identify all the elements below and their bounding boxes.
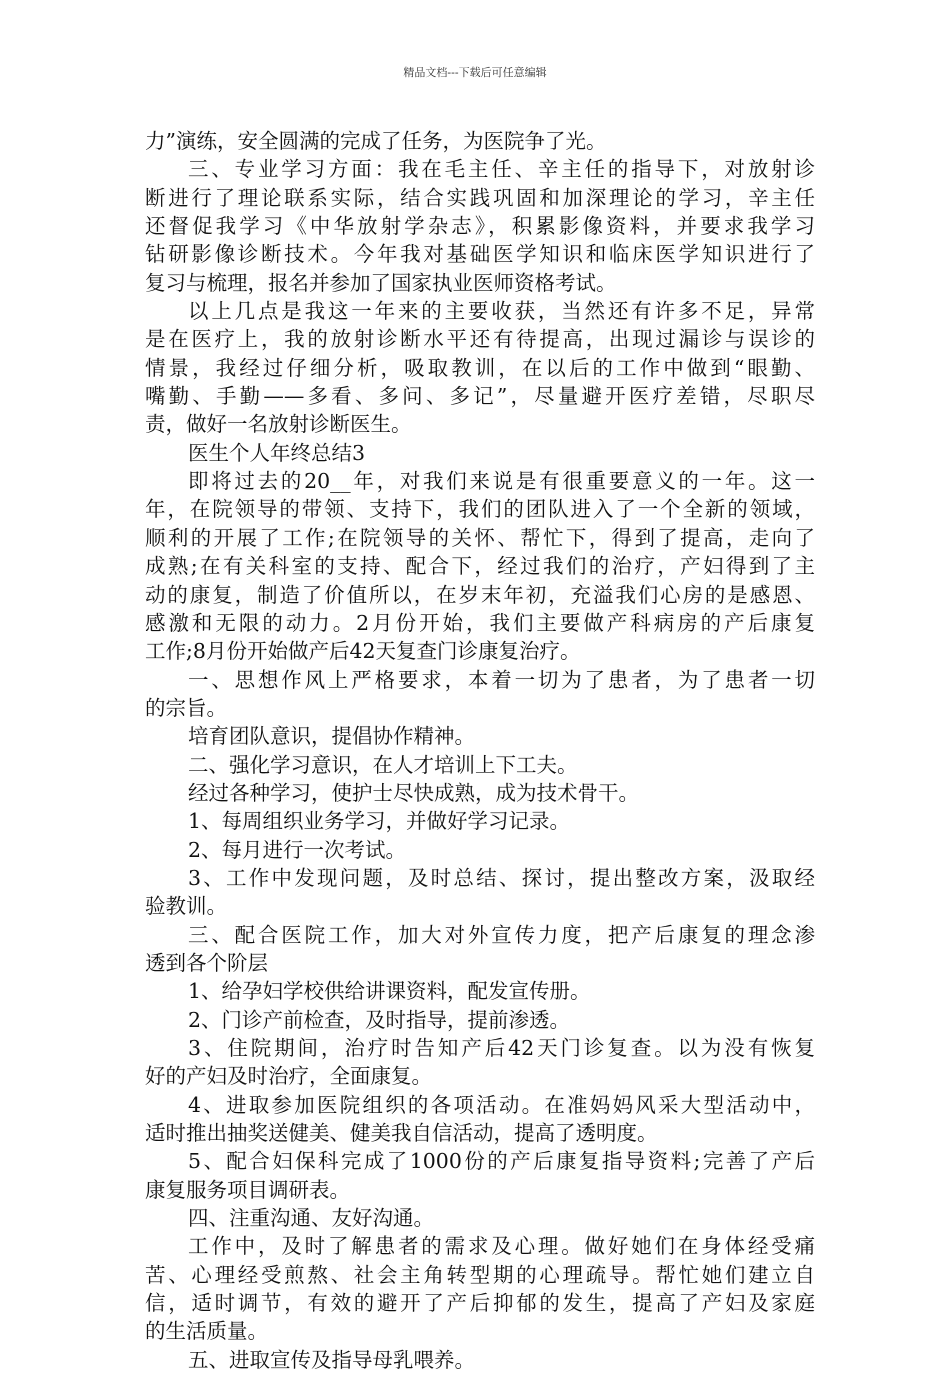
paragraph-line: 嘴勤、手勤——多看、多问、多记”，尽量避开医疗差错，尽职尽 — [145, 384, 815, 409]
page-header: 精品文档---下载后可任意编辑 — [403, 66, 547, 79]
paragraph-line: 工作;8月份开始做产后42天复查门诊康复治疗。 — [145, 639, 581, 664]
paragraph-line: 二、强化学习意识，在人才培训上下工夫。 — [188, 752, 578, 777]
paragraph-line: 情景，我经过仔细分析，吸取教训，在以后的工作中做到“眼勤、 — [145, 355, 815, 380]
paragraph-line: 钻研影像诊断技术。今年我对基础医学知识和临床医学知识进行了 — [145, 242, 815, 267]
paragraph-line: 动的康复，制造了价值所以，在岁末年初，充溢我们心房的是感恩、 — [145, 582, 815, 607]
paragraph-line: 好的产妇及时治疗，全面康复。 — [145, 1064, 432, 1089]
paragraph-line: 3、工作中发现问题，及时总结、探讨，提出整改方案，汲取经 — [188, 865, 815, 890]
paragraph-line: 医生个人年终总结3 — [188, 440, 366, 465]
paragraph-line: 的宗旨。 — [145, 695, 227, 720]
paragraph-line: 四、注重沟通、友好沟通。 — [188, 1206, 434, 1231]
paragraph-line: 经过各种学习，使护士尽快成熟，成为技术骨干。 — [188, 780, 639, 805]
paragraph-line: 即将过去的20__年，对我们来说是有很重要意义的一年。这一 — [188, 469, 815, 494]
paragraph-line: 感激和无限的动力。2月份开始，我们主要做产科病房的产后康复 — [145, 610, 815, 635]
paragraph-line: 的生活质量。 — [145, 1319, 268, 1344]
paragraph-line: 成熟;在有关科室的支持、配合下，经过我们的治疗，产妇得到了主 — [145, 554, 815, 579]
paragraph-line: 一、思想作风上严格要求，本着一切为了患者，为了患者一切 — [188, 667, 815, 692]
paragraph-line: 适时推出抽奖送健美、健美我自信活动，提高了透明度。 — [145, 1121, 658, 1146]
paragraph-line: 力”演练，安全圆满的完成了任务，为医院争了光。 — [145, 129, 607, 153]
paragraph-line: 验教训。 — [145, 894, 227, 919]
paragraph-line: 还督促我学习《中华放射学杂志》，积累影像资料，并要求我学习 — [145, 214, 815, 239]
paragraph-line: 顺利的开展了工作;在院领导的关怀、帮忙下，得到了提高，走向了 — [145, 525, 815, 550]
paragraph-line: 三、专业学习方面：我在毛主任、辛主任的指导下，对放射诊 — [188, 157, 815, 182]
paragraph-line: 以上几点是我这一年来的主要收获，当然还有许多不足，异常 — [188, 299, 815, 324]
paragraph-line: 三、配合医院工作，加大对外宣传力度，把产后康复的理念渗 — [188, 922, 815, 947]
paragraph-line: 1、每周组织业务学习，并做好学习记录。 — [188, 809, 571, 834]
document-body — [145, 127, 815, 1374]
paragraph-line: 透到各个阶层 — [145, 950, 268, 975]
paragraph-line: 苦、心理经受煎熬、社会主角转型期的心理疏导。帮忙她们建立自 — [145, 1262, 815, 1287]
paragraph-line: 复习与梳理，报名并参加了国家执业医师资格考试。 — [145, 270, 617, 295]
paragraph-line: 责，做好一名放射诊断医生。 — [145, 412, 412, 437]
paragraph-line: 断进行了理论联系实际，结合实践巩固和加深理论的学习，辛主任 — [145, 185, 815, 210]
paragraph-line: 康复服务项目调研表。 — [145, 1177, 350, 1202]
paragraph-line: 1、给孕妇学校供给讲课资料，配发宣传册。 — [188, 979, 591, 1004]
paragraph-line: 3、住院期间，治疗时告知产后42天门诊复查。以为没有恢复 — [188, 1036, 815, 1060]
paragraph-line: 2、门诊产前检查，及时指导，提前渗透。 — [188, 1007, 571, 1032]
paragraph-line: 4、进取参加医院组织的各项活动。在准妈妈风采大型活动中， — [188, 1092, 815, 1117]
paragraph-line: 5、配合妇保科完成了1000份的产后康复指导资料;完善了产后 — [188, 1149, 815, 1174]
paragraph-line: 年，在院领导的带领、支持下，我们的团队进入了一个全新的领域， — [145, 497, 815, 522]
paragraph-line: 是在医疗上，我的放射诊断水平还有待提高，出现过漏诊与误诊的 — [145, 327, 815, 352]
paragraph-line: 培育团队意识，提倡协作精神。 — [188, 724, 475, 749]
paragraph-line: 信，适时调节，有效的避开了产后抑郁的发生，提高了产妇及家庭 — [145, 1291, 815, 1316]
paragraph-line: 五、进取宣传及指导母乳喂养。 — [188, 1347, 475, 1372]
paragraph-line: 工作中，及时了解患者的需求及心理。做好她们在身体经受痛 — [188, 1234, 815, 1259]
paragraph-line: 2、每月进行一次考试。 — [188, 837, 407, 862]
